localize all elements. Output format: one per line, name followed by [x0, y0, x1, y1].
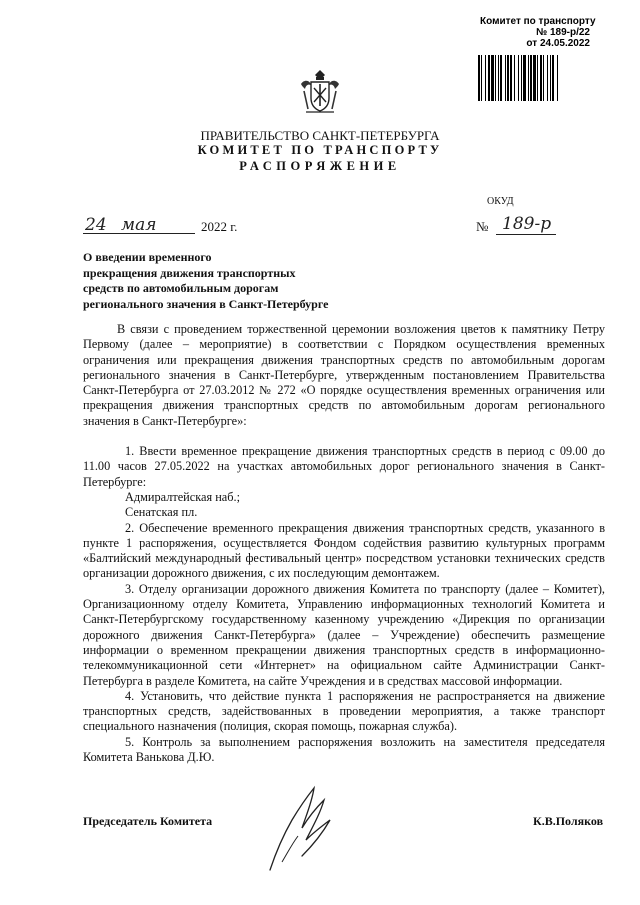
okud-label: ОКУД	[487, 196, 514, 207]
barcode-bar	[495, 55, 496, 101]
barcode-bar	[510, 55, 512, 101]
barcode-bar	[500, 55, 502, 101]
item-4-paragraph: 4. Установить, что действие пункта 1 распоряжения не распространяется на движение транспортных средств, задействованных в проведении мероприятия, а также транспорт специального назначения (полиция, скорая помощь, пожарная служба).	[83, 688, 605, 734]
coat-of-arms-emblem	[298, 68, 342, 116]
road-item: Адмиралтейская наб.;	[125, 489, 240, 504]
barcode-bar	[528, 55, 529, 101]
stamp-number: № 189-р/22	[536, 27, 590, 38]
barcode-bar	[505, 55, 506, 101]
number-sign: №	[476, 219, 489, 234]
item-1-paragraph: 1. Ввести временное прекращение движения транспортных средств в период с 09.00 до 11.00 часов 27.05.2022 на участках автомобильных дорог регионального значения в Санкт-Петербурге:	[83, 444, 605, 489]
document-subject	[83, 250, 343, 312]
barcode	[476, 55, 588, 101]
barcode-bar	[552, 55, 554, 101]
item-3-paragraph: 3. Отделу организации дорожного движения Комитета по транспорту (далее – Комитет), Организационному отделу Комитета, Управлению информационных технологий Комитета и Санкт-Петербургскому государственному казенному учреждению «Дирекция по организации дорожного движения Санкт-Петербурга» (далее – Учреждение) обеспечить размещение информации о временном прекращении движения транспортных средств в информационно-телекоммуникационной сети «Интернет» на официальном сайте Администрации Санкт-Петербурга в разделе Комитета, на сайте Учреждения и в средствах массовой информации.	[83, 581, 605, 688]
stamp-org: Комитет по транспорту	[480, 16, 596, 27]
barcode-bar	[530, 55, 532, 101]
signatory-name: К.В.Поляков	[533, 814, 604, 828]
subject-line: средств по автомобильным дорогам	[83, 281, 279, 295]
document-number	[476, 214, 576, 241]
barcode-bar	[557, 55, 558, 101]
barcode-bar	[514, 55, 515, 101]
preamble-paragraph: В связи с проведением торжественной церемонии возложения цветов к памятнику Петру Первому (далее – мероприятие) в соответствии с Порядком осуществления временных ограничения или прекращения движения транспортных средств по автомобильным дорогам регионального значения в Санкт-Петербурге, утвержденным постановлением Правительства Санкт-Петербурга от 27.03.2012 № 272 «О порядке осуществления временных ограничения или прекращения движения транспортных средств по автомобильным дорогам регионального значения в Санкт-Петербурге»:	[83, 322, 605, 428]
subject-line: регионального значения в Санкт-Петербурге	[83, 296, 329, 311]
barcode-bar	[518, 55, 519, 101]
date-month: мая	[121, 215, 157, 235]
barcode-bar	[543, 55, 544, 101]
barcode-bar	[523, 55, 526, 101]
document-date	[83, 215, 263, 239]
subject-line: О введении временного	[83, 250, 212, 264]
barcode-bar	[481, 55, 482, 101]
barcode-bar	[547, 55, 548, 101]
barcode-bar	[550, 55, 551, 101]
barcode-bar	[498, 55, 499, 101]
stamp-date: от 24.05.2022	[526, 38, 590, 49]
committee-name: КОМИТЕТ ПО ТРАНСПОРТУ	[197, 143, 443, 157]
item-5-paragraph: 5. Контроль за выполнением распоряжения возложить на заместителя председателя Комитета Ванькова Д.Ю.	[83, 734, 605, 765]
road-item: Сенатская пл.	[125, 505, 198, 520]
item-2-paragraph: 2. Обеспечение временного прекращения движения транспортных средств, указанного в пункте 1 распоряжения, осуществляется Фондом содействия развитию культурных программ «Балтийский международный фестивальный центр» посредством установки технических средств организации дорожного движения, с их последующим демонтажем.	[83, 520, 605, 581]
barcode-bar	[488, 55, 490, 101]
document-type: РАСПОРЯЖЕНИЕ	[239, 159, 401, 173]
barcode-bar	[533, 55, 536, 101]
document-body	[83, 322, 605, 765]
barcode-bar	[491, 55, 494, 101]
subject-line: прекращения движения транспортных	[83, 265, 296, 280]
date-day: 24	[85, 215, 107, 235]
date-underline	[83, 233, 195, 234]
barcode-bar	[521, 55, 522, 101]
handwritten-signature	[262, 782, 342, 874]
signatory-title: Председатель Комитета	[83, 814, 213, 828]
barcode-bar	[478, 55, 480, 101]
barcode-bar	[507, 55, 509, 101]
date-year: 2022 г.	[201, 219, 238, 234]
barcode-bar	[485, 55, 486, 101]
barcode-bar	[537, 55, 538, 101]
registration-stamp	[480, 16, 596, 49]
government-name: ПРАВИТЕЛЬСТВО САНКТ-ПЕТЕРБУРГА	[200, 128, 440, 143]
number-underline	[496, 234, 556, 235]
number-value: 189-р	[502, 214, 552, 234]
barcode-bar	[540, 55, 542, 101]
